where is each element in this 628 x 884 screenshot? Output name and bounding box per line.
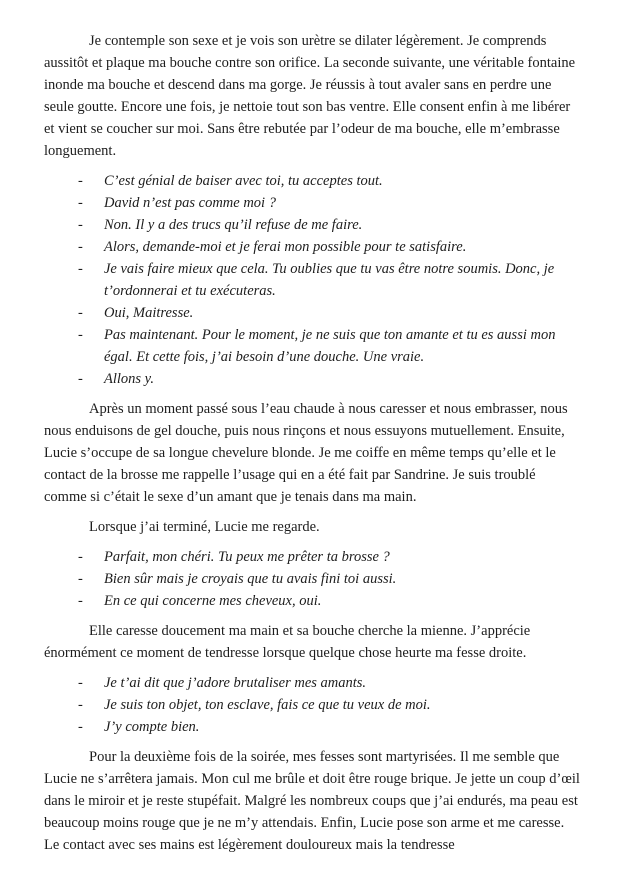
- dialogue-item: [44, 546, 580, 568]
- dialogue-text: Je t’ai dit que j’adore brutaliser mes amants.: [104, 675, 367, 691]
- dash-marker: -: [78, 195, 83, 211]
- dialogue-text: Oui, Maitresse.: [104, 305, 194, 321]
- dash-marker: -: [78, 593, 83, 609]
- dialogue-item: [44, 170, 580, 192]
- dialogue-list: [44, 546, 580, 612]
- dialogue-text: Je suis ton objet, ton esclave, fais ce que tu veux de moi.: [104, 697, 431, 713]
- dash-marker: -: [78, 719, 83, 735]
- paragraph: Lorsque j’ai terminé, Lucie me regarde.: [89, 519, 320, 535]
- dialogue-item: [44, 302, 580, 324]
- dialogue-item: [44, 236, 580, 258]
- dialogue-list: [44, 672, 580, 738]
- dash-marker: -: [78, 327, 83, 343]
- dialogue-item: [44, 568, 580, 590]
- dialogue-text: David n’est pas comme moi ?: [104, 195, 276, 211]
- dialogue-text: C’est génial de baiser avec toi, tu acceptes tout.: [104, 173, 383, 189]
- dash-marker: -: [78, 305, 83, 321]
- paragraph: Je contemple son sexe et je vois son urètre se dilater légèrement. Je comprends aussitôt et plaque ma bouche contre son orifice. La seconde suivante, une véritable fontaine inonde ma bouche et descend dans ma gorge. Je réussis à tout avaler sans en perdre une seule goutte. Encore une fois, je nettoie tout son bas ventre. Elle consent enfin à me libérer et vient se coucher sur moi. Sans être rebutée par l’odeur de ma bouche, elle m’embrasse longuement.: [44, 33, 576, 159]
- dialogue-item: [44, 672, 580, 694]
- dialogue-item: [44, 258, 580, 302]
- dash-marker: -: [78, 261, 83, 277]
- dash-marker: -: [78, 549, 83, 565]
- dialogue-list: [44, 170, 580, 390]
- dialogue-text: Bien sûr mais je croyais que tu avais fini toi aussi.: [104, 571, 397, 587]
- paragraph: Elle caresse doucement ma main et sa bouche cherche la mienne. J’apprécie énormément ce moment de tendresse lorsque quelque chose heurte ma fesse droite.: [44, 623, 531, 661]
- dash-marker: -: [78, 371, 83, 387]
- dialogue-item: [44, 192, 580, 214]
- dialogue-text: J’y compte bien.: [104, 719, 200, 735]
- dash-marker: -: [78, 697, 83, 713]
- dialogue-item: [44, 324, 580, 368]
- dash-marker: -: [78, 173, 83, 189]
- dialogue-text: En ce qui concerne mes cheveux, oui.: [104, 593, 322, 609]
- dash-marker: -: [78, 239, 83, 255]
- paragraph: Pour la deuxième fois de la soirée, mes fesses sont martyrisées. Il me semble que Lucie ne s’arrêtera jamais. Mon cul me brûle et doit être rouge brique. Je jette un coup d’œil dans le miroir et je reste stupéfait. Malgré les nombreux coups que j’ai endurés, ma peau est beaucoup moins rouge que je ne m’y attendais. Enfin, Lucie pose son arme et me caresse. Le contact avec ses mains est légèrement douloureux mais la tendresse: [44, 749, 580, 853]
- dialogue-text: Je vais faire mieux que cela. Tu oublies que tu vas être notre soumis. Donc, je t’ordonnerai et tu exécuteras.: [104, 261, 555, 299]
- dash-marker: -: [78, 217, 83, 233]
- dialogue-item: [44, 590, 580, 612]
- dialogue-text: Non. Il y a des trucs qu’il refuse de me faire.: [104, 217, 363, 233]
- dialogue-item: [44, 716, 580, 738]
- dialogue-item: [44, 214, 580, 236]
- dialogue-text: Pas maintenant. Pour le moment, je ne suis que ton amante et tu es aussi mon égal. Et cette fois, j’ai besoin d’une douche. Une vraie.: [104, 327, 556, 365]
- dialogue-item: [44, 368, 580, 390]
- dash-marker: -: [78, 571, 83, 587]
- dialogue-text: Parfait, mon chéri. Tu peux me prêter ta brosse ?: [104, 549, 390, 565]
- dialogue-text: Allons y.: [104, 371, 154, 387]
- paragraph: Après un moment passé sous l’eau chaude à nous caresser et nous embrasser, nous nous enduisons de gel douche, puis nous rinçons et nous essuyons mutuellement. Ensuite, Lucie s’occupe de sa longue chevelure blonde. Je me coiffe en même temps qu’elle et le contact de la brosse me rappelle l’usage qui en a été fait par Sandrine. Je suis troublé comme si c’était le sexe d’un amant que je tenais dans ma main.: [44, 401, 568, 505]
- dialogue-item: [44, 694, 580, 716]
- dialogue-text: Alors, demande-moi et je ferai mon possible pour te satisfaire.: [104, 239, 467, 255]
- dash-marker: -: [78, 675, 83, 691]
